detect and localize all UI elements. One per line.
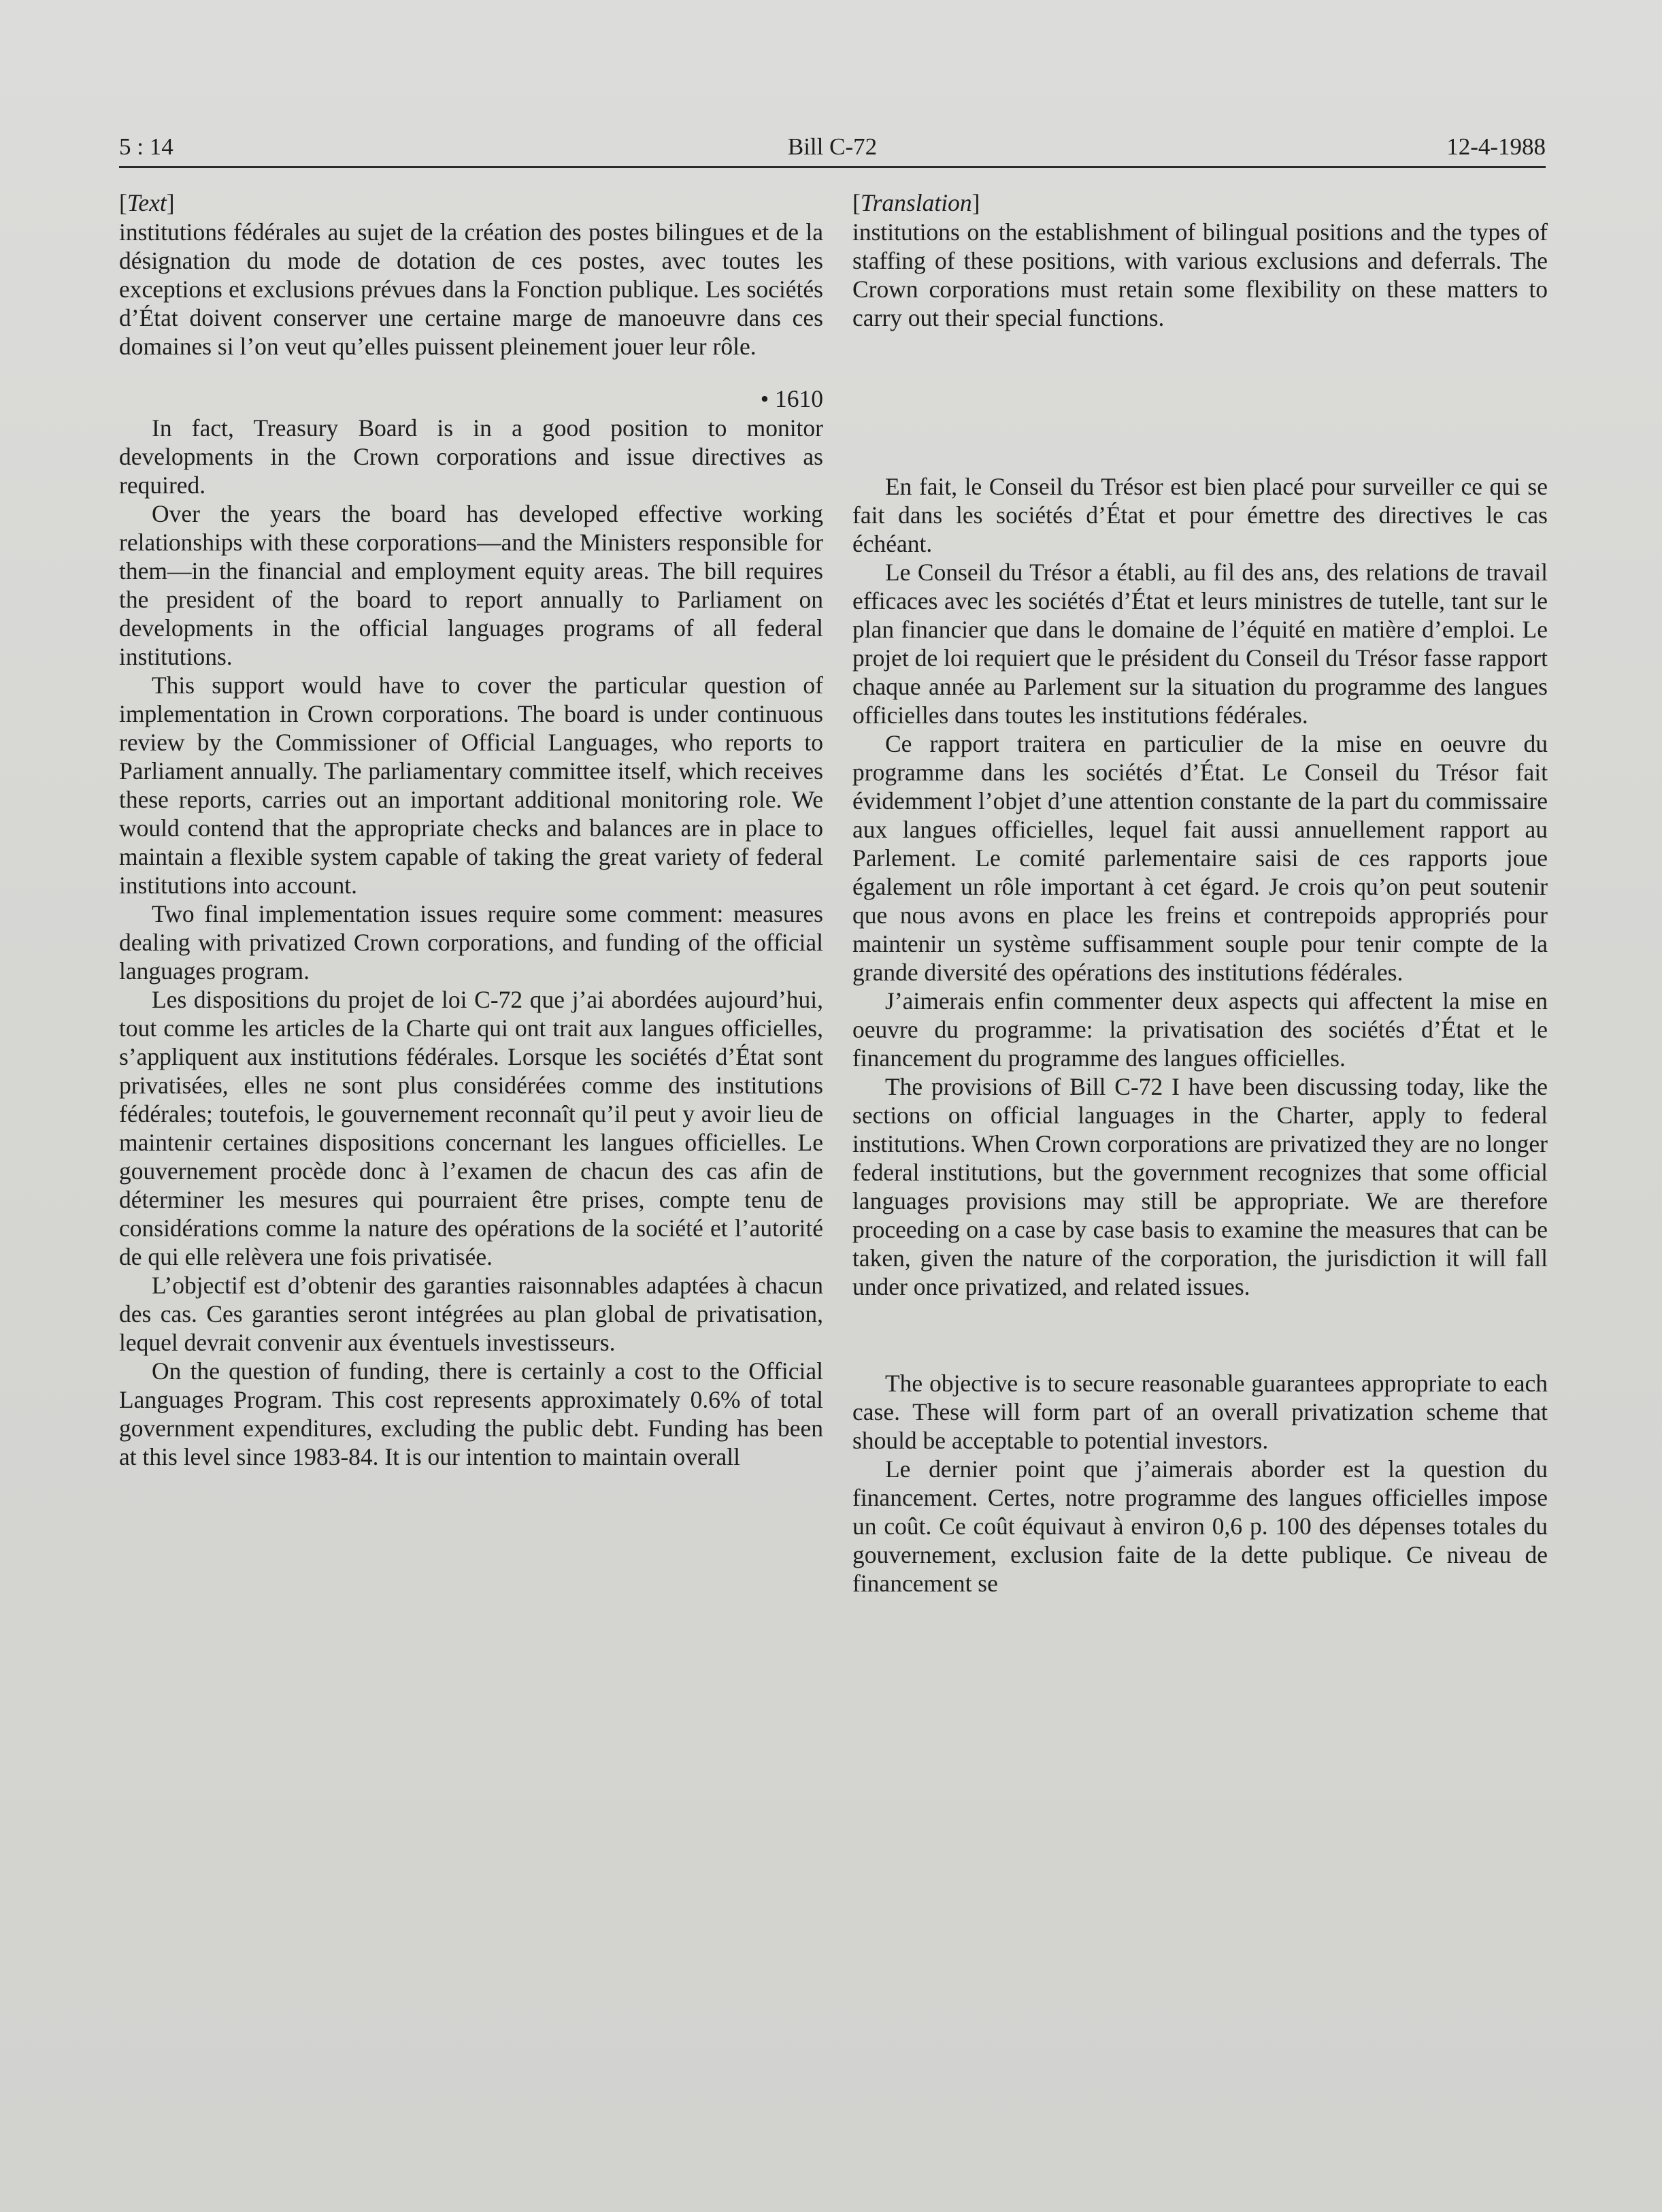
right-paragraph-3: Ce rapport traitera en particulier de la mise en oeuvre du programme dans les sociétés d’État. Le Conseil du Trésor fait évidemment l’objet d’une attention constante de la part du commissaire aux langues officielles, lequel fait aussi annuellement rapport au Parlement. Le comité parlementaire saisi de ces rapports joue également un rôle important à cet égard. Je crois qu’on peut soutenir que nous avons en place les freins et contrepoids appropriés pour maintenir un système suffisamment souple pour tenir compte de la grande diversité des opérations des institutions fédérales. bbox=[852, 730, 1548, 986]
page-header bbox=[119, 128, 1546, 168]
left-paragraph-3: This support would have to cover the particular question of implementation in Crown corporations. The board is under continuous review by the Commissioner of Official Languages, who reports to Parliament annually. The parliamentary committee itself, which receives these reports, carries out an important additional monitoring role. We would contend that the appropriate checks and balances are in place to maintain a flexible system capable of taking the great variety of federal institutions into account. bbox=[119, 672, 823, 899]
bill-title: Bill C-72 bbox=[787, 133, 878, 160]
left-column bbox=[119, 188, 823, 1471]
right-paragraph-1: En fait, le Conseil du Trésor est bien placé pour surveiller ce qui se fait dans les sociétés d’État et pour émettre des directives le cas échéant. bbox=[852, 473, 1548, 557]
right-paragraph-4: J’aimerais enfin commenter deux aspects qui affectent la mise en oeuvre du programme: la privatisation des sociétés d’État et le financement du programme des langues officielles. bbox=[852, 987, 1548, 1072]
right-column bbox=[852, 188, 1548, 1598]
right-continuation-paragraph: institutions on the establishment of bilingual positions and the types of staffing of these positions, with various exclusions and deferrals. The Crown corporations must retain some flexibility on these matters to carry out their special functions. bbox=[852, 218, 1548, 331]
right-paragraph-6: The objective is to secure reasonable guarantees appropriate to each case. These will form part of an overall privatization scheme that should be acceptable to potential investors. bbox=[852, 1370, 1548, 1454]
right-paragraph-2: Le Conseil du Trésor a établi, au fil des ans, des relations de travail efficaces avec les sociétés d’État et leurs ministres de tutelle, tant sur le plan financier que dans le domaine de l’équité en matière d’emploi. Le projet de loi requiert que le président du Conseil du Trésor fasse rapport chaque année au Parlement sur la situation du programme des langues officielles dans toutes les institutions fédérales. bbox=[852, 559, 1548, 729]
left-paragraph-1: In fact, Treasury Board is in a good position to monitor developments in the Crown corporations and issue directives as required. bbox=[119, 414, 823, 499]
left-continuation-paragraph: institutions fédérales au sujet de la création des postes bilingues et de la désignation du mode de dotation de ces postes, avec toutes les exceptions et exclusions prévues dans la Fonction publique. Les sociétés d’État doivent conserver une certaine marge de manoeuvre dans ces domaines si l’on veut qu’elles puissent pleinement jouer leur rôle. bbox=[119, 218, 823, 360]
left-paragraph-5: Les dispositions du projet de loi C-72 que j’ai abordées aujourd’hui, tout comme les articles de la Charte qui ont trait aux langues officielles, s’appliquent aux institutions fédérales. Lorsque les sociétés d’État sont privatisées, elles ne sont plus considérées comme des institutions fédérales; toutefois, le gouvernement reconnaît qu’il peut y avoir lieu de maintenir certaines dispositions concernant les langues officielles. Le gouvernement procède donc à l’examen de chacun des cas afin de déterminer les mesures qui pourraient être prises, compte tenu de considérations comme la nature des opérations de la société et l’autorité de qui elle relèvera une fois privatisée. bbox=[119, 986, 823, 1270]
page-number: 5 : 14 bbox=[119, 133, 173, 160]
left-column-tag: [Text] bbox=[119, 189, 175, 216]
left-paragraph-6: L’objectif est d’obtenir des garanties raisonnables adaptées à chacun des cas. Ces garanties seront intégrées au plan global de privatisation, lequel devrait convenir aux éventuels investisseurs. bbox=[119, 1272, 823, 1356]
time-marker: • 1610 bbox=[760, 385, 823, 412]
right-paragraph-7: Le dernier point que j’aimerais aborder est la question du financement. Certes, notre programme des langues officielles impose un coût. Ce coût équivaut à environ 0,6 p. 100 des dépenses totales du gouvernement, exclusion faite de la dette publique. Ce niveau de financement se bbox=[852, 1455, 1548, 1597]
left-paragraph-2: Over the years the board has developed effective working relationships with these corporations—and the Ministers responsible for them—in the financial and employment equity areas. The bill requires the president of the board to report annually to Parliament on developments in the official languages programs of all federal institutions. bbox=[119, 500, 823, 670]
left-paragraph-4: Two final implementation issues require some comment: measures dealing with privatized Crown corporations, and funding of the official languages program. bbox=[119, 900, 823, 985]
right-column-tag: [Translation] bbox=[852, 189, 980, 216]
right-paragraph-5: The provisions of Bill C-72 I have been discussing today, like the sections on official languages in the Charter, apply to federal institutions. When Crown corporations are privatized they are no longer federal institutions, but the government recognizes that some official languages provisions may still be appropriate. We are therefore proceeding on a case by case basis to examine the measures that can be taken, given the nature of the corporation, the jurisdiction it will fall under once privatized, and related issues. bbox=[852, 1073, 1548, 1300]
left-paragraph-7: On the question of funding, there is certainly a cost to the Official Languages Program. This cost represents approximately 0.6% of total government expenditures, excluding the public debt. Funding has been at this level since 1983-84. It is our intention to maintain overall bbox=[119, 1357, 823, 1470]
header-date: 12-4-1988 bbox=[1446, 133, 1546, 160]
